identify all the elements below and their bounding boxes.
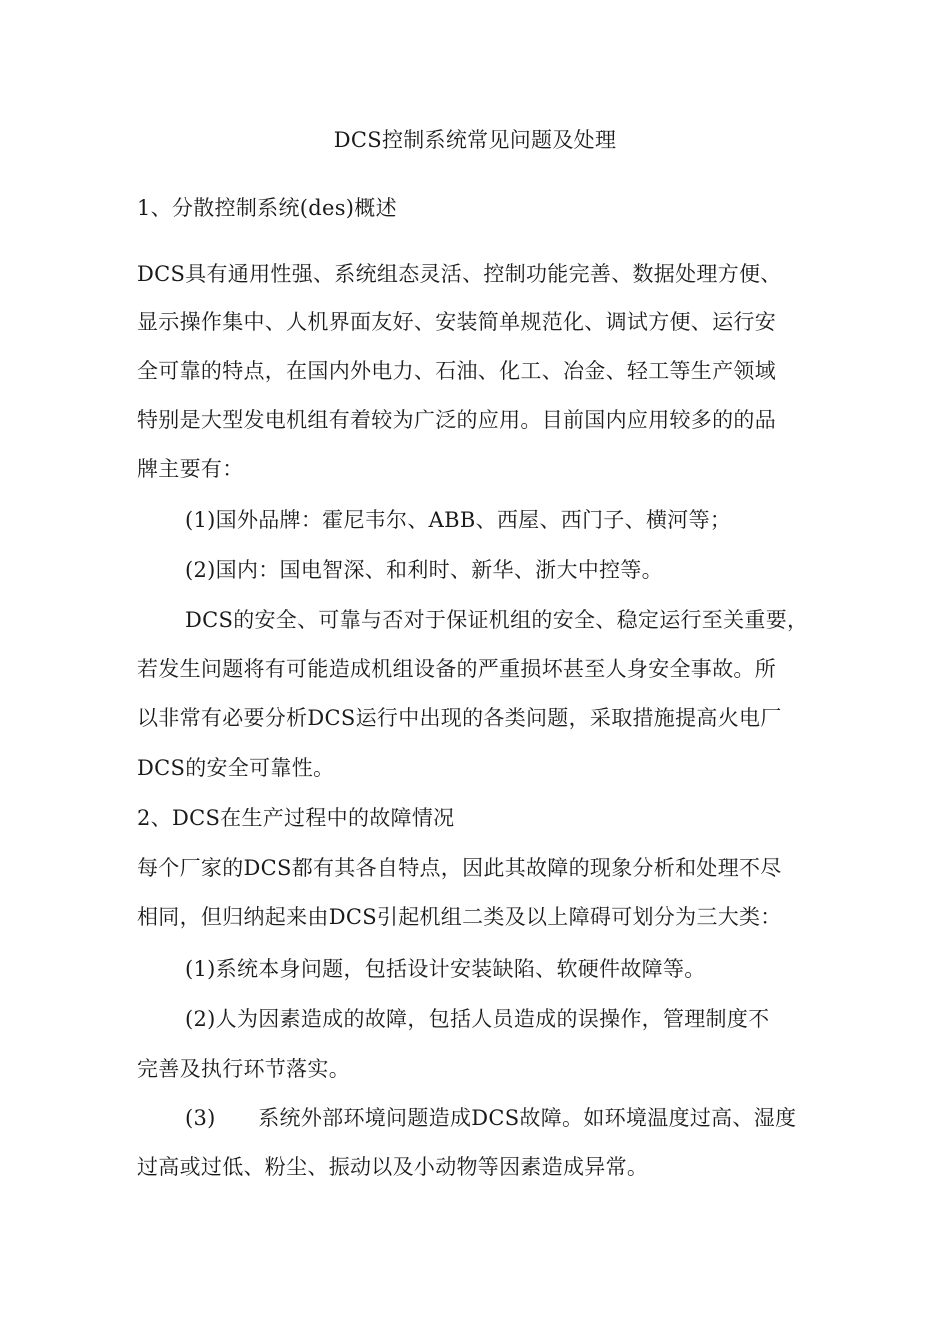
paragraph-line: DCS的安全可靠性。 bbox=[137, 756, 335, 780]
list-item: (2)人为因素造成的故障，包括人员造成的误操作，管理制度不 bbox=[185, 1007, 770, 1031]
paragraph-line: 完善及执行环节落实。 bbox=[137, 1057, 350, 1081]
list-item: (3) 系统外部环境问题造成DCS故障。如环境温度过高、湿度 bbox=[185, 1106, 797, 1130]
paragraph-line: 过高或过低、粉尘、振动以及小动物等因素造成异常。 bbox=[137, 1155, 649, 1179]
paragraph-line: 每个厂家的DCS都有其各自特点，因此其故障的现象分析和处理不尽 bbox=[137, 856, 782, 880]
paragraph-line: 显示操作集中、人机界面友好、安装简单规范化、调试方便、运行安 bbox=[137, 310, 776, 334]
paragraph-line: 牌主要有： bbox=[137, 457, 244, 481]
list-item: (1)国外品牌：霍尼韦尔、ABB、西屋、西门子、横河等； bbox=[185, 508, 732, 532]
paragraph-line: 全可靠的特点，在国内外电力、石油、化工、冶金、轻工等生产领域 bbox=[137, 359, 776, 383]
section-heading-1: 1、分散控制系统(des)概述 bbox=[137, 196, 397, 220]
paragraph-line: 相同，但归纳起来由DCS引起机组二类及以上障碍可划分为三大类： bbox=[137, 905, 782, 929]
section-heading-2: 2、DCS在生产过程中的故障情况 bbox=[137, 806, 455, 830]
list-item: (1)系统本身问题，包括设计安装缺陷、软硬件故障等。 bbox=[185, 957, 706, 981]
paragraph-line: DCS具有通用性强、系统组态灵活、控制功能完善、数据处理方便、 bbox=[137, 262, 782, 286]
paragraph-line: 特别是大型发电机组有着较为广泛的应用。目前国内应用较多的的品 bbox=[137, 408, 776, 432]
list-item: (2)国内：国电智深、和利时、新华、浙大中控等。 bbox=[185, 558, 663, 582]
document-title: DCS控制系统常见问题及处理 bbox=[333, 128, 617, 152]
paragraph-line: 以非常有必要分析DCS运行中出现的各类问题，采取措施提高火电厂 bbox=[137, 706, 782, 730]
paragraph-line: 若发生问题将有可能造成机组设备的严重损坏甚至人身安全事故。所 bbox=[137, 657, 776, 681]
paragraph-line: DCS的安全、可靠与否对于保证机组的安全、稳定运行至关重要， bbox=[185, 608, 809, 632]
